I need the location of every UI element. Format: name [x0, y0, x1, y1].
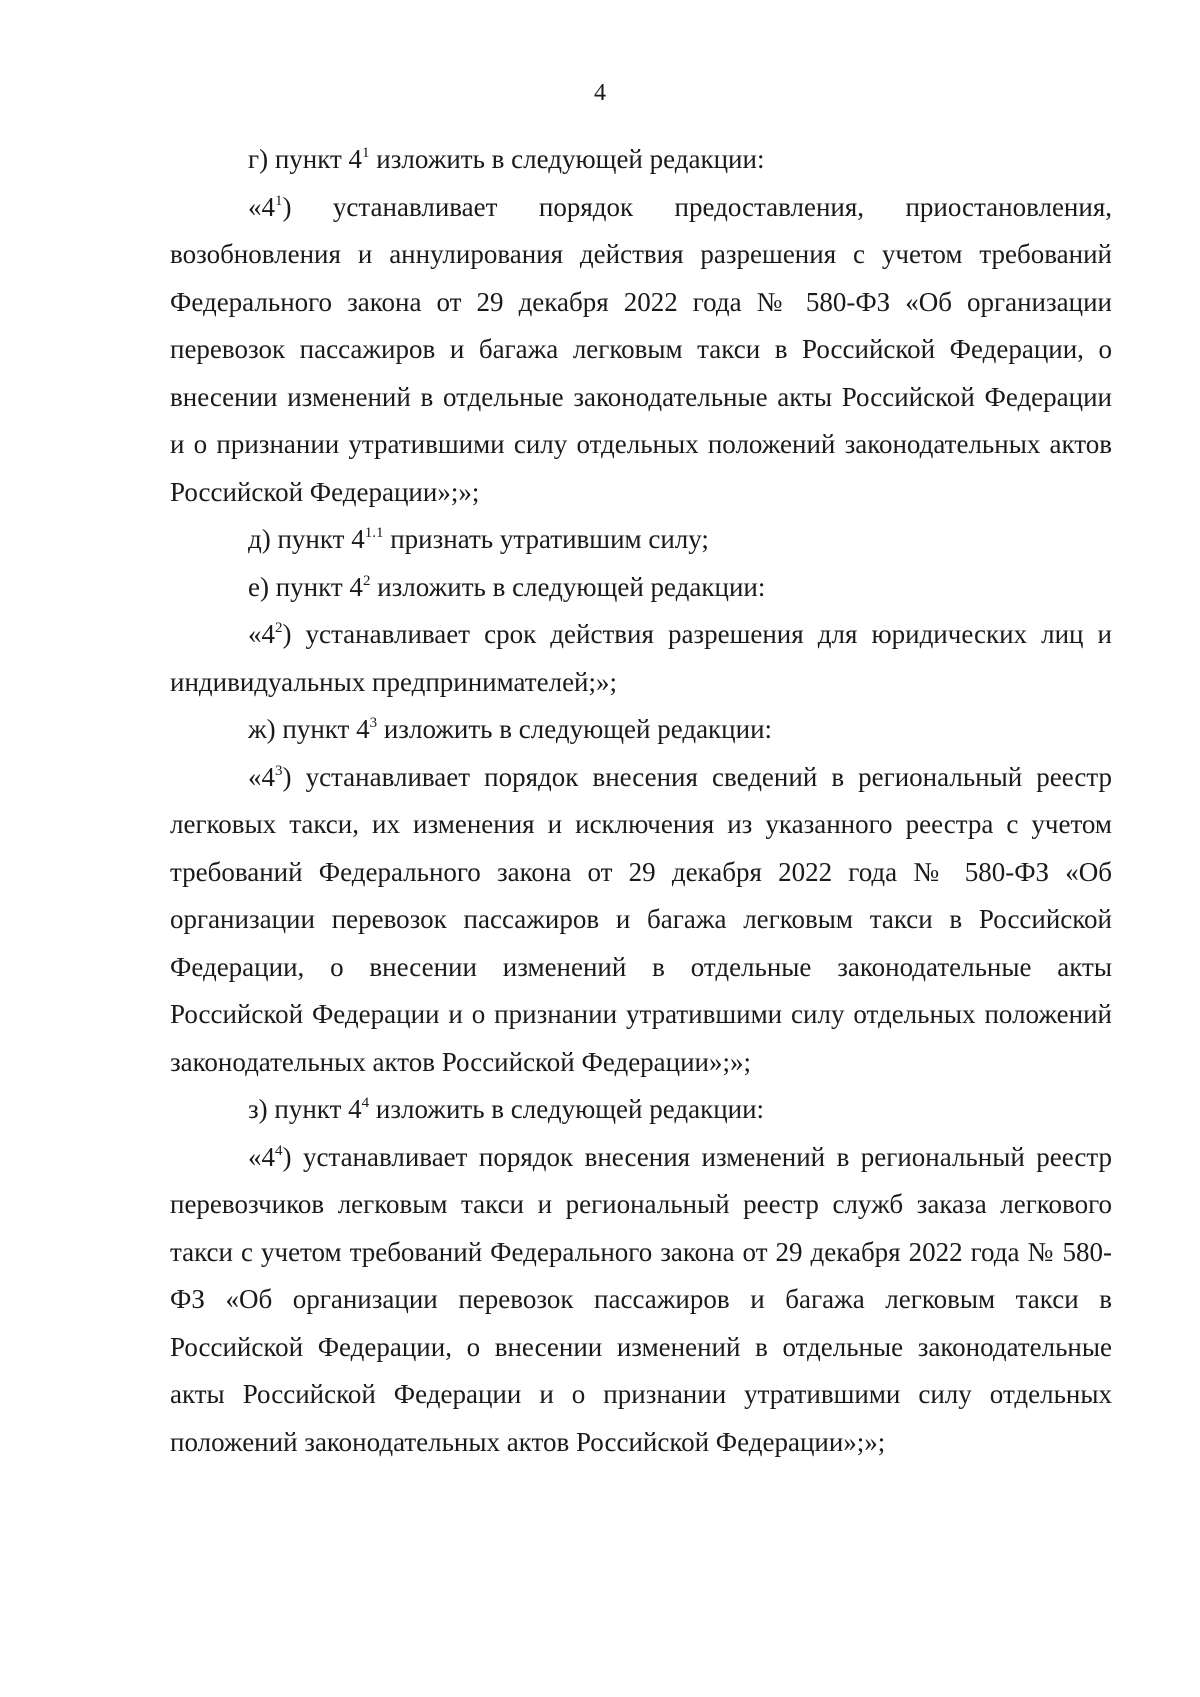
paragraph-text: «4 — [248, 761, 275, 792]
paragraph-text: г) пункт 4 — [248, 144, 363, 174]
amendment-item-g — [170, 136, 1112, 184]
paragraph-text: «4 — [248, 191, 275, 222]
quoted-clause-4-2 — [170, 611, 1112, 706]
superscript: 2 — [275, 620, 283, 636]
page-number: 4 — [594, 80, 606, 106]
amendment-item-zh — [170, 706, 1112, 754]
paragraph-text: ) устанавливает порядок внесения изменений в региональный реестр перевозчиков легковым такси и региональный реестр служб заказа легкового такси с учетом требований Федерального закона от 29 декабря 2022 года № 580-ФЗ «Об организации перевозок пассажиров и багажа легковым такси в Российской Федерации, о внесении изменений в отдельные законодательные акты Российской Федерации и о признании утратившими силу отдельных положений законодательных актов Российской Федерации»;»; — [170, 1141, 1112, 1457]
superscript: 4 — [275, 1142, 283, 1159]
paragraph-text: «4 — [248, 1141, 275, 1172]
quoted-clause-4-4 — [170, 1134, 1112, 1467]
paragraph-text: изложить в следующей редакции: — [370, 571, 766, 602]
paragraph-text: ) устанавливает порядок внесения сведений в региональный реестр легковых такси, их изменения и исключения из указанного реестра с учетом требований Федерального закона от 29 декабря 2022 года № 580-ФЗ «Об организации перевозок пассажиров и багажа легковым такси в Российской Федерации, о внесении изменений в отдельные законодательные акты Российской Федерации и о признании утратившими силу отдельных положений законодательных актов Российской Федерации»;»; — [170, 761, 1112, 1077]
paragraph-text: изложить в следующей редакции: — [369, 1094, 765, 1124]
superscript: 4 — [361, 1095, 370, 1111]
paragraph-text: з) пункт 4 — [248, 1094, 362, 1124]
superscript: 3 — [275, 762, 283, 779]
quoted-clause-4-3 — [170, 754, 1112, 1087]
paragraph-text: изложить в следующей редакции: — [369, 144, 765, 174]
amendment-item-e — [170, 564, 1112, 612]
amendment-item-d — [170, 516, 1112, 564]
quoted-clause-4-1 — [170, 184, 1112, 517]
paragraph-text: д) пункт 4 — [248, 524, 365, 554]
superscript: 1 — [275, 192, 283, 209]
superscript: 1.1 — [364, 525, 384, 541]
superscript: 1 — [362, 145, 370, 161]
document-body — [170, 136, 1112, 1466]
amendment-item-z — [170, 1086, 1112, 1134]
paragraph-text: ) устанавливает срок действия разрешения для юридических лиц и индивидуальных предпринимателей;»; — [170, 619, 1112, 697]
paragraph-text: ж) пункт 4 — [248, 714, 370, 744]
superscript: 2 — [362, 572, 371, 589]
superscript: 3 — [369, 715, 378, 731]
paragraph-text: ) устанавливает порядок предоставления, приостановления, возобновления и аннулирования действия разрешения с учетом требований Федерального закона от 29 декабря 2022 года № 580-ФЗ «Об организации перевозок пассажиров и багажа легковым такси в Российской Федерации, о внесении изменений в отдельные законодательные акты Российской Федерации и о признании утратившими силу отдельных положений законодательных актов Российской Федерации»;»; — [170, 191, 1112, 507]
paragraph-text: признать утратившим силу; — [383, 524, 709, 554]
paragraph-text: «4 — [248, 619, 275, 649]
paragraph-text: изложить в следующей редакции: — [377, 714, 773, 744]
paragraph-text: е) пункт 4 — [248, 571, 363, 602]
